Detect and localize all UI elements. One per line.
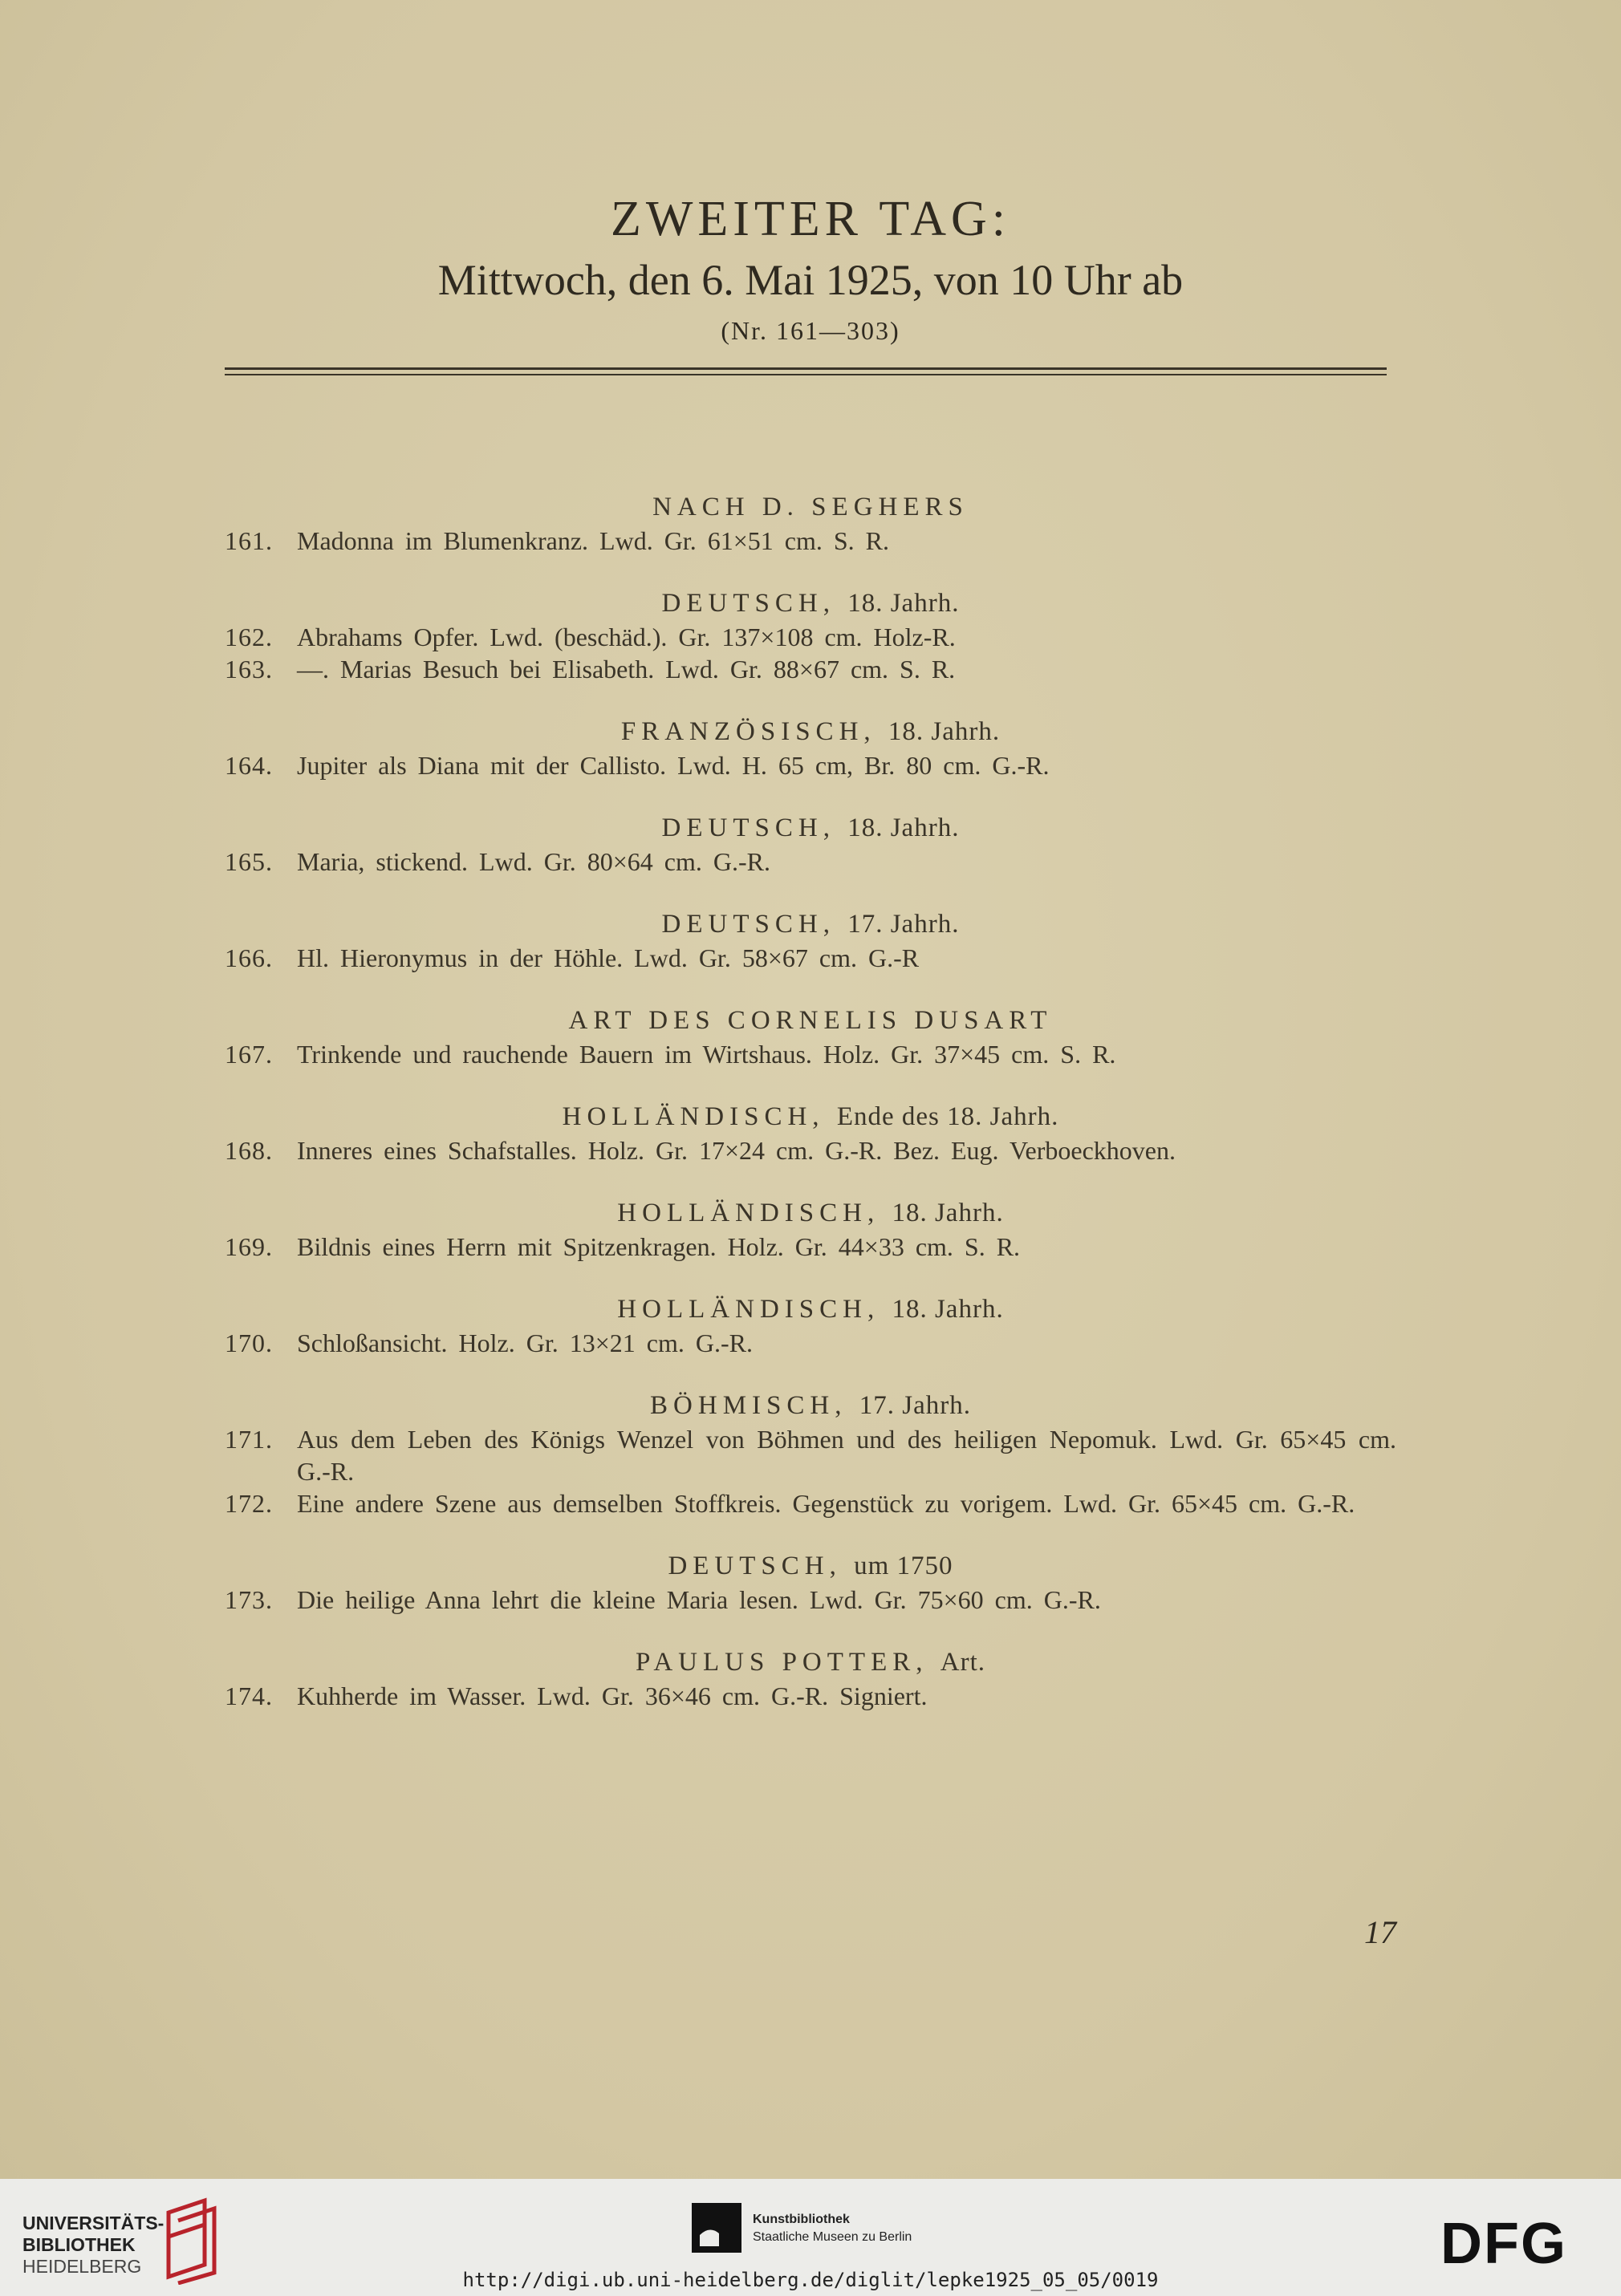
artist-heading: BÖHMISCH,: [650, 1391, 847, 1420]
catalogue-group: [225, 1195, 1396, 1263]
artist-heading: DEUTSCH,: [661, 589, 835, 618]
date-heading: 18. Jahrh.: [847, 589, 960, 618]
lot-description: Trinkende und rauchende Bauern im Wirtshaus. Holz. Gr. 37×45 cm. S. R.: [297, 1040, 1116, 1069]
lot-number: 165.: [225, 847, 273, 876]
date-heading: 18. Jahrh.: [847, 813, 960, 842]
catalogue-group: [225, 1388, 1396, 1519]
lot-number: 171.: [225, 1425, 273, 1454]
lot-number: 172.: [225, 1489, 273, 1518]
kb-line-2: Staatliche Museen zu Berlin: [753, 2230, 912, 2244]
lot-number: 174.: [225, 1681, 273, 1710]
date-heading: 17. Jahrh.: [859, 1391, 971, 1420]
artist-heading: PAULUS POTTER,: [636, 1648, 928, 1677]
lot-entry: [225, 1680, 1396, 1712]
page-number: 17: [1364, 1914, 1396, 1950]
lot-number: 173.: [225, 1585, 273, 1614]
lot-number: 164.: [225, 751, 273, 780]
artist-heading: HOLLÄNDISCH,: [617, 1295, 880, 1324]
artist-heading: HOLLÄNDISCH,: [562, 1102, 825, 1131]
lot-entry: [225, 846, 1396, 878]
lot-number: 167.: [225, 1040, 273, 1069]
lot-entry: [225, 621, 1396, 653]
lot-entry: [225, 1231, 1396, 1263]
lot-entry: [225, 1327, 1396, 1359]
catalogue-group: [225, 714, 1396, 781]
lot-number: 169.: [225, 1232, 273, 1261]
lot-entry: [225, 942, 1396, 974]
lot-description: Schloßansicht. Holz. Gr. 13×21 cm. G.-R.: [297, 1329, 753, 1357]
lot-description: Hl. Hieronymus in der Höhle. Lwd. Gr. 58×67 cm. G.-R: [297, 943, 920, 972]
group-heading: [225, 1645, 1396, 1680]
lot-description: Eine andere Szene aus demselben Stoffkreis. Gegenstück zu vorigem. Lwd. Gr. 65×45 cm. G.-R.: [297, 1489, 1355, 1518]
group-heading: [225, 1388, 1396, 1423]
double-rule-top: [225, 367, 1387, 370]
date-heading: 18. Jahrh.: [888, 717, 1001, 746]
group-heading: [225, 714, 1396, 749]
double-rule-bottom: [225, 374, 1387, 375]
lot-range: (Nr. 161—303): [721, 316, 900, 345]
date-heading: Ende des 18. Jahrh.: [836, 1102, 1059, 1131]
group-heading: [225, 586, 1396, 621]
lot-number: 170.: [225, 1329, 273, 1357]
artist-heading: DEUTSCH,: [661, 813, 835, 842]
lot-entry: [225, 1423, 1396, 1487]
catalogue-group: [225, 1645, 1396, 1712]
lot-number: 163.: [225, 655, 273, 684]
ub-line-2: BIBLIOTHEK: [22, 2234, 136, 2255]
artist-heading: ART DES CORNELIS DUSART: [568, 1006, 1053, 1035]
lot-description: Die heilige Anna lehrt die kleine Maria lesen. Lwd. Gr. 75×60 cm. G.-R.: [297, 1585, 1101, 1614]
lot-entry: [225, 749, 1396, 781]
kb-line-1: Kunstbibliothek: [753, 2213, 850, 2226]
group-heading: [225, 1292, 1396, 1327]
footer-bar: [0, 2179, 1621, 2296]
catalogue-group: [225, 489, 1396, 557]
lot-number: 162.: [225, 623, 273, 651]
catalogue-group: [225, 1003, 1396, 1070]
permalink-url[interactable]: http://digi.ub.uni-heidelberg.de/diglit/lepke1925_05_05/0019: [462, 2269, 1159, 2291]
kunstbibliothek-text: [753, 2211, 912, 2246]
catalogue-group: [225, 907, 1396, 974]
lot-number: 168.: [225, 1136, 273, 1165]
lot-entry: [225, 1038, 1396, 1070]
catalogue-group: [225, 810, 1396, 878]
catalogue-group: [225, 586, 1396, 685]
ub-line-1: UNIVERSITÄTS-: [22, 2213, 165, 2233]
artist-heading: FRANZÖSISCH,: [620, 717, 876, 746]
artist-heading: HOLLÄNDISCH,: [617, 1199, 880, 1227]
group-heading: [225, 1195, 1396, 1231]
lot-description: Aus dem Leben des Königs Wenzel von Böhmen und des heiligen Nepomuk. Lwd. Gr. 65×45 cm. G.-R.: [297, 1425, 1396, 1486]
catalogue-group: [225, 1099, 1396, 1166]
group-heading: [225, 1548, 1396, 1584]
artist-heading: DEUTSCH,: [668, 1552, 842, 1580]
lot-description: Bildnis eines Herrn mit Spitzenkragen. Holz. Gr. 44×33 cm. S. R.: [297, 1232, 1021, 1261]
lot-description: Jupiter als Diana mit der Callisto. Lwd. H. 65 cm, Br. 80 cm. G.-R.: [297, 751, 1050, 780]
page-subtitle: Mittwoch, den 6. Mai 1925, von 10 Uhr ab: [437, 256, 1184, 304]
lot-description: Kuhherde im Wasser. Lwd. Gr. 36×46 cm. G.-R. Signiert.: [297, 1681, 928, 1710]
dfg-logo[interactable]: DFG: [1440, 2212, 1567, 2276]
kunstbibliothek-logo-icon[interactable]: [692, 2203, 741, 2253]
artist-heading: DEUTSCH,: [661, 910, 835, 939]
page-title: ZWEITER TAG:: [610, 192, 1011, 246]
lot-entry: [225, 1134, 1396, 1166]
date-heading: um 1750: [854, 1552, 953, 1580]
ub-heidelberg-wordmark[interactable]: [22, 2213, 164, 2278]
artist-heading: NACH D. SEGHERS: [652, 493, 969, 521]
date-heading: 18. Jahrh.: [892, 1295, 1004, 1324]
lot-entry: [225, 1487, 1396, 1519]
group-heading: [225, 489, 1396, 525]
catalogue-group: [225, 1292, 1396, 1359]
group-heading: [225, 1099, 1396, 1134]
date-heading: 17. Jahrh.: [847, 910, 960, 939]
date-heading: Art.: [940, 1648, 985, 1677]
lot-number: 161.: [225, 526, 273, 555]
lot-entry: [225, 525, 1396, 557]
lot-entry: [225, 653, 1396, 685]
date-heading: 18. Jahrh.: [892, 1199, 1004, 1227]
lot-description: Maria, stickend. Lwd. Gr. 80×64 cm. G.-R.: [297, 847, 770, 876]
lot-number: 166.: [225, 943, 273, 972]
lot-description: Inneres eines Schafstalles. Holz. Gr. 17×24 cm. G.-R. Bez. Eug. Verboeckhoven.: [297, 1136, 1176, 1165]
ub-line-3: HEIDELBERG: [22, 2256, 142, 2277]
catalogue-group: [225, 1548, 1396, 1616]
catalogue-list: [225, 489, 1396, 1741]
lot-description: Abrahams Opfer. Lwd. (beschäd.). Gr. 137×108 cm. Holz-R.: [297, 623, 956, 651]
group-heading: [225, 907, 1396, 942]
lot-description: Madonna im Blumenkranz. Lwd. Gr. 61×51 cm. S. R.: [297, 526, 889, 555]
lot-entry: [225, 1584, 1396, 1616]
lot-description: —. Marias Besuch bei Elisabeth. Lwd. Gr. 88×67 cm. S. R.: [297, 655, 956, 684]
group-heading: [225, 1003, 1396, 1038]
group-heading: [225, 810, 1396, 846]
